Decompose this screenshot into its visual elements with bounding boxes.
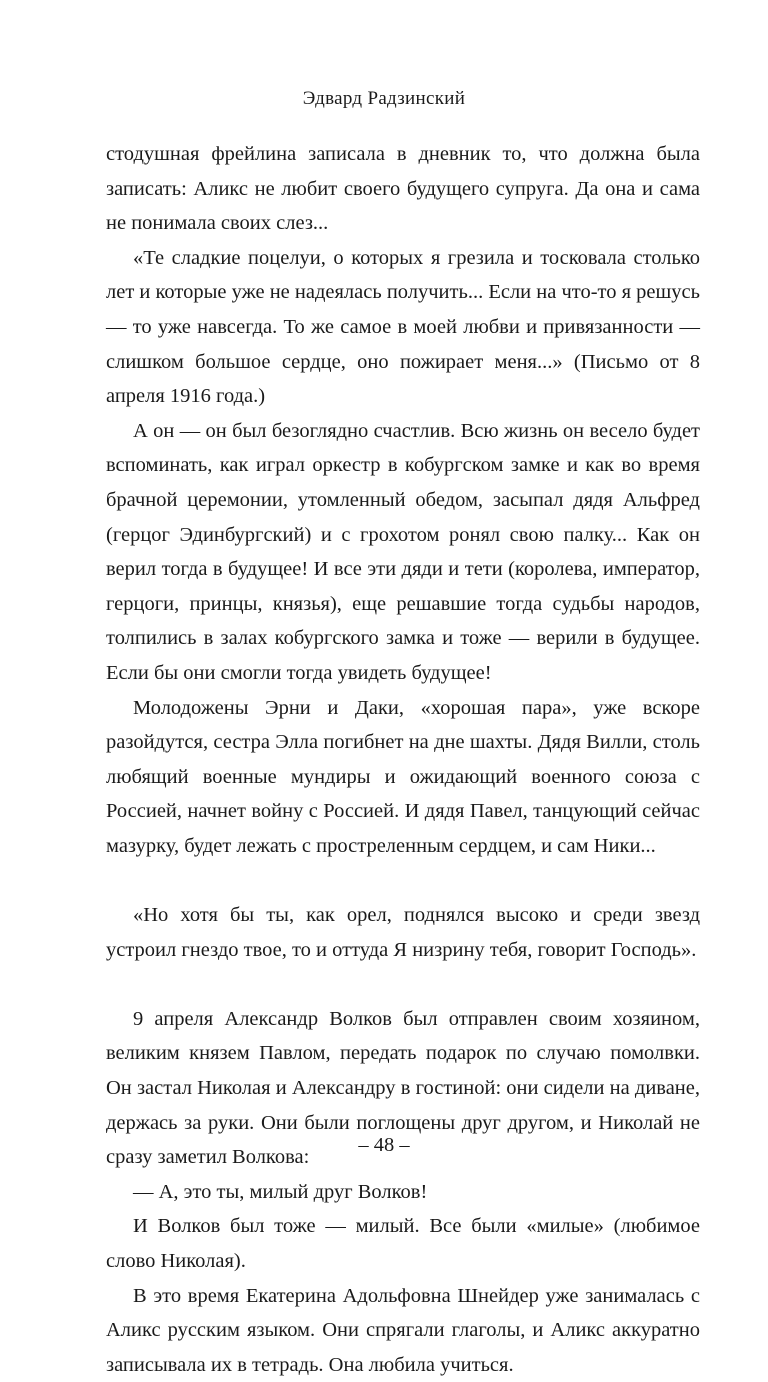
- paragraph: 9 апреля Александр Волков был отправлен своим хозяином, великим князем Павлом, передать подарок по случаю помолвки. Он застал Николая и Александру в гостиной: они сидели на диване, держась за руки. Они были поглощены друг другом, и Николай не сразу заметил Волкова:: [106, 1007, 700, 1169]
- paragraph: И Волков был тоже — милый. Все были «милые» (любимое слово Николая).: [106, 1215, 700, 1272]
- paragraph: А он — он был безоглядно счастлив. Всю жизнь он весело будет вспоминать, как играл оркестр в кобургском замке и как во время брачной церемонии, утомленный обедом, засыпал дядя Альфред (герцог Эдинбургский) и с грохотом ронял свою палку... Как он верил тогда в будущее! И все эти дяди и тети (королева, император, герцоги, принцы, князья), еще решавшие тогда судьбы народов, толпились в залах кобургского замка и тоже — верили в будущее. Если бы они смогли тогда увидеть будущее!: [106, 419, 700, 684]
- paragraph-scripture-quote: «Но хотя бы ты, как орел, поднялся высоко и среди звезд устроил гнездо твое, то и оттуда Я низрину тебя, говорит Господь».: [106, 904, 700, 961]
- running-head: Эдвард Радзинский: [302, 88, 466, 109]
- paragraph-dialogue: — А, это ты, милый друг Волков!: [133, 1180, 428, 1203]
- section-gap: [106, 863, 700, 898]
- text-block: [106, 137, 700, 1382]
- paragraph: Молодожены Эрни и Даки, «хорошая пара», уже вскоре разойдутся, сестра Элла погибнет на дне шахты. Дядя Вилли, столь любящий военные мундиры и ожидающий военного союза с Россией, начнет войну с Россией. И дядя Павел, танцующий сейчас мазурку, будет лежать с простреленным сердцем, и сам Ники...: [106, 696, 700, 857]
- page-number: – 48 –: [358, 1134, 410, 1156]
- paragraph-letter-quote: «Те сладкие поцелуи, о которых я грезила и тосковала столько лет и которые уже не надеялась получить... Если на что-то я решусь — то уже навсегда. То же самое в моей любви и привязанности — слишком большое сердце, оно пожирает меня...» (Письмо от 8 апреля 1916 года.): [106, 246, 700, 408]
- paragraph: В это время Екатерина Адольфовна Шнейдер уже занималась с Аликс русским языком. Они спрягали глаголы, и Аликс аккуратно записывала их в тетрадь. Она любила учиться.: [106, 1284, 700, 1376]
- paragraph-continuation: стодушная фрейлина записала в дневник то, что должна была записать: Аликс не любит своего будущего супруга. Да она и сама не понимала своих слез...: [106, 143, 700, 235]
- section-gap: [106, 967, 700, 1002]
